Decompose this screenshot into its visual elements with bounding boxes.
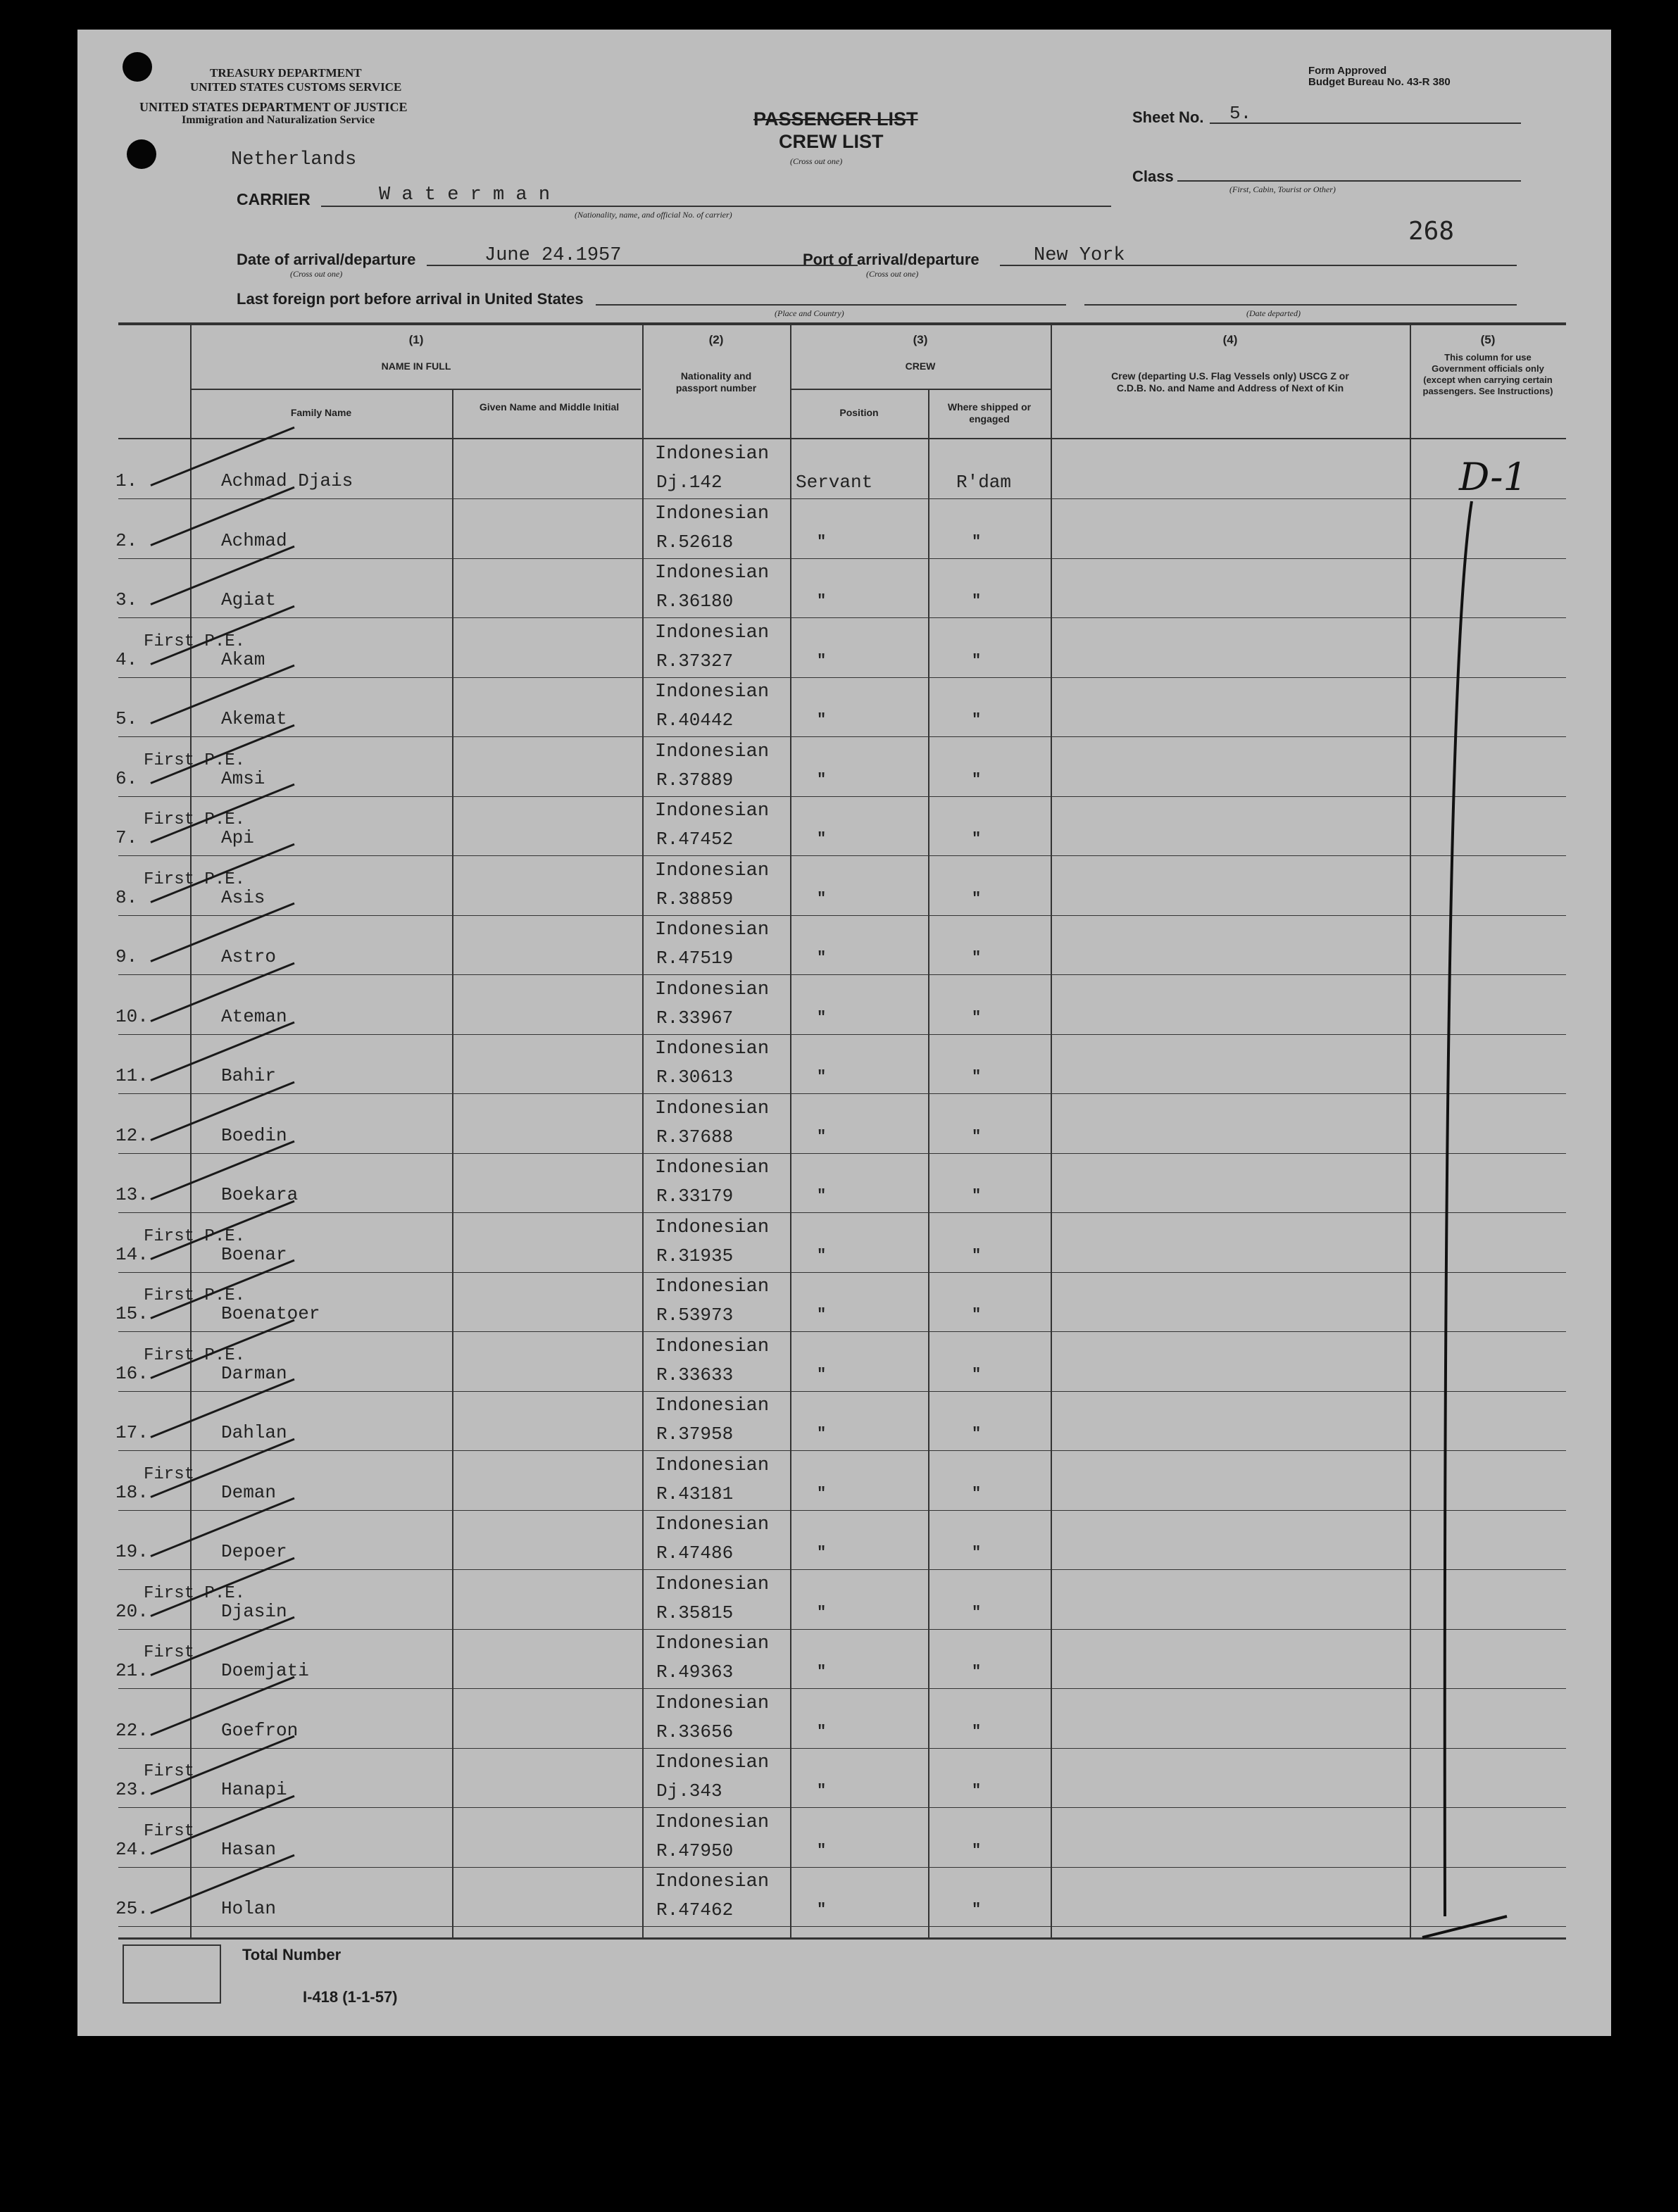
row-number: 3. [115,589,138,610]
position-ditto: " [817,1187,827,1205]
position-ditto: " [817,1603,827,1621]
table-row [77,1153,1611,1212]
col3-where-shipped: Where shipped or engaged [947,401,1032,425]
position-ditto: " [817,711,827,729]
col4-title: Crew (departing U.S. Flag Vessels only) USCG Z or C.D.B. No. and Name and Address of Next of Kin [1111,370,1349,394]
passport-number: R.36180 [656,591,734,612]
row-prefix: First P.E. [144,810,246,829]
family-name: Akam [221,648,265,670]
nationality: Indonesian [655,1633,770,1654]
date-departed-note: (Date departed) [1246,308,1301,318]
row-number: 12. [115,1124,149,1146]
where-ditto: " [972,1365,982,1383]
nationality: Indonesian [655,1454,770,1476]
family-name: Goefron [221,1719,299,1741]
table-row [77,618,1611,677]
where-ditto: " [972,1246,982,1264]
col2-number: (2) [708,333,724,346]
where-ditto: " [972,1484,982,1502]
nationality: Indonesian [655,1336,770,1357]
position-ditto: " [817,830,827,848]
where-shipped: R'dam [956,472,1012,493]
nationality: Indonesian [655,860,770,881]
position-ditto: " [817,949,827,967]
row-prefix: First P.E. [144,750,246,770]
row-number: 16. [115,1362,149,1384]
budget-number: Budget Bureau No. 43-R 380 [1308,76,1451,88]
nationality: Indonesian [655,622,770,643]
position-ditto: " [817,1901,827,1918]
row-prefix: First P.E. [144,631,246,651]
nationality: Indonesian [655,1038,770,1060]
port-value: New York [1034,245,1125,266]
nationality: Indonesian [655,800,770,822]
passport-number: R.43181 [656,1483,734,1504]
carrier-note: (Nationality, name, and official No. of carrier) [575,210,732,220]
position-ditto: " [817,1663,827,1680]
nationality: Indonesian [655,979,770,1000]
class-note: (First, Cabin, Tourist or Other) [1229,184,1336,194]
passport-number: R.47486 [656,1542,734,1564]
where-ditto: " [972,889,982,907]
row-prefix: First [144,1762,195,1781]
family-name: Djasin [221,1600,287,1622]
family-name: Boenar [221,1243,287,1265]
table-row [77,1570,1611,1629]
position-ditto: " [817,1425,827,1443]
table-row [77,1451,1611,1510]
row-number: 5. [115,708,138,729]
passport-number: R.35815 [656,1602,734,1623]
last-port-label: Last foreign port before arrival in United States [237,290,584,308]
family-name: Achmad Djais [221,470,353,491]
where-ditto: " [972,770,982,788]
table-row [77,796,1611,855]
family-name: Astro [221,946,277,967]
nationality: Indonesian [655,1276,770,1297]
row-number: 14. [115,1243,149,1265]
nationality: Indonesian [655,681,770,703]
row-number: 17. [115,1422,149,1443]
row-prefix: First [144,1643,195,1662]
family-name: Bahir [221,1065,277,1086]
position-ditto: " [817,889,827,907]
nationality: Indonesian [655,1157,770,1179]
position-ditto: " [817,592,827,610]
table-row [77,558,1611,617]
title-crew-list: CREW LIST [779,131,884,152]
passport-number: Dj.142 [656,472,722,493]
position-ditto: " [817,1306,827,1324]
row-prefix: First P.E. [144,869,246,889]
nationality: Indonesian [655,1217,770,1238]
nationality: Indonesian [655,741,770,762]
annotation-d1: D-1 [1459,455,1527,499]
row-number: 24. [115,1838,149,1860]
dept-ins: Immigration and Naturalization Service [182,114,375,126]
position-ditto: " [817,1841,827,1859]
where-ditto: " [972,949,982,967]
col1-family-name: Family Name [290,407,352,418]
col2-title: Nationality and passport number [675,370,757,394]
passport-number: R.47452 [656,829,734,850]
row-prefix: First P.E. [144,1583,246,1603]
nationality: Indonesian [655,1514,770,1535]
table-row [77,1510,1611,1569]
position-ditto: " [817,651,827,670]
punch-hole-bottom [127,139,156,169]
nationality-typed: Netherlands [231,149,357,170]
carrier-value: W a t e r m a n [379,184,551,206]
passport-number: R.33656 [656,1721,734,1742]
nationality: Indonesian [655,1692,770,1714]
family-name: Boedin [221,1124,287,1146]
family-name: Amsi [221,767,265,789]
table-row [77,677,1611,736]
table-row [77,1213,1611,1272]
position-ditto: " [817,1544,827,1561]
nationality: Indonesian [655,503,770,524]
place-note: (Place and Country) [775,308,844,318]
nationality: Indonesian [655,444,770,465]
position-ditto: " [817,1782,827,1799]
family-name: Asis [221,886,265,908]
pen-bracket [1401,494,1556,1959]
port-label: Port of arrival/departure [803,251,979,268]
row-number: 4. [115,648,138,670]
port-note: (Cross out one) [866,269,919,279]
row-number: 22. [115,1719,149,1741]
row-number: 25. [115,1898,149,1919]
where-ditto: " [972,1306,982,1324]
position-ditto: " [817,770,827,788]
class-label: Class [1132,168,1174,185]
passport-number: R.52618 [656,531,734,553]
row-number: 11. [115,1065,149,1086]
row-number: 9. [115,946,138,967]
where-ditto: " [972,830,982,848]
where-ditto: " [972,1008,982,1026]
row-number: 21. [115,1660,149,1681]
row-number: 13. [115,1184,149,1205]
table-row [77,737,1611,796]
position-ditto: " [817,1008,827,1026]
where-ditto: " [972,592,982,610]
table-row [77,1748,1611,1807]
nationality: Indonesian [655,1395,770,1416]
row-number: 18. [115,1481,149,1503]
passport-number: R.40442 [656,710,734,731]
date-label: Date of arrival/departure [237,251,416,268]
table-row [77,975,1611,1034]
col1-number: (1) [408,333,424,346]
nationality: Indonesian [655,1871,770,1892]
where-ditto: " [972,1187,982,1205]
row-number: 7. [115,827,138,848]
col5-title: This column for use Government officials only (except when carrying certain passengers. See Instructions) [1422,352,1553,396]
col5-number: (5) [1480,333,1496,346]
family-name: Dahlan [221,1422,287,1443]
table-row [77,1808,1611,1867]
position-ditto: " [817,1722,827,1740]
date-value: June 24.1957 [484,245,622,266]
passport-number: R.30613 [656,1067,734,1088]
where-ditto: " [972,1544,982,1561]
row-number: 20. [115,1600,149,1622]
sheet-label: Sheet No. [1132,108,1204,126]
dept-justice: UNITED STATES DEPARTMENT OF JUSTICE [139,100,408,114]
position-ditto: " [817,532,827,551]
table-row [77,1034,1611,1093]
position-ditto: " [817,1068,827,1086]
where-ditto: " [972,711,982,729]
passport-number: R.37327 [656,650,734,672]
form-number: I-418 (1-1-57) [303,1988,398,2006]
family-name: Agiat [221,589,277,610]
nationality: Indonesian [655,1752,770,1773]
family-name: Boekara [221,1184,299,1205]
passport-number: R.33967 [656,1007,734,1029]
row-number: 19. [115,1541,149,1562]
where-ditto: " [972,1901,982,1918]
family-name: Doemjati [221,1660,309,1681]
where-ditto: " [972,532,982,551]
row-prefix: First [144,1464,195,1484]
col4-number: (4) [1222,333,1238,346]
table-row [77,1332,1611,1391]
passport-number: R.47519 [656,948,734,969]
row-number: 8. [115,886,138,908]
row-prefix: First P.E. [144,1226,246,1246]
table-row [77,1391,1611,1450]
punch-hole-top [123,52,152,82]
row-number: 2. [115,529,138,551]
nationality: Indonesian [655,1811,770,1833]
family-name: Akemat [221,708,287,729]
position-ditto: " [817,1246,827,1264]
passport-number: R.33633 [656,1364,734,1385]
passport-number: R.53973 [656,1305,734,1326]
position-ditto: " [817,1484,827,1502]
nationality: Indonesian [655,1098,770,1119]
where-ditto: " [972,1841,982,1859]
where-ditto: " [972,1068,982,1086]
family-name: Deman [221,1481,277,1503]
position-ditto: " [817,1365,827,1383]
family-name: Darman [221,1362,287,1384]
nationality: Indonesian [655,919,770,941]
family-name: Api [221,827,254,848]
position-ditto: " [817,1127,827,1145]
family-name: Hanapi [221,1779,287,1800]
table-row [77,915,1611,974]
col3-number: (3) [913,333,928,346]
family-name: Depoer [221,1541,287,1562]
col1-title: NAME IN FULL [381,360,451,372]
table-row [77,499,1611,558]
nationality: Indonesian [655,1573,770,1595]
table-row [77,1272,1611,1331]
where-ditto: " [972,1127,982,1145]
where-ditto: " [972,1782,982,1799]
passport-number: R.49363 [656,1661,734,1683]
table-row [77,439,1611,498]
form-approved: Form Approved [1308,65,1387,77]
passport-number: R.31935 [656,1245,734,1267]
passport-number: R.37889 [656,769,734,791]
sheet-value: 5. [1229,103,1252,124]
row-prefix: First P.E. [144,1286,246,1305]
document-sheet [77,30,1611,2036]
table-row [77,1689,1611,1748]
col3-position: Position [839,407,879,418]
row-number: 10. [115,1005,149,1027]
passport-number: R.38859 [656,888,734,910]
total-number-box [123,1944,221,2004]
where-ditto: " [972,651,982,670]
stamp-number: 268 [1408,217,1455,246]
passport-number: R.37958 [656,1424,734,1445]
row-prefix: First P.E. [144,1345,246,1365]
passport-number: R.47462 [656,1899,734,1921]
date-note: (Cross out one) [290,269,343,279]
carrier-label: CARRIER [237,190,311,208]
family-name: Holan [221,1898,277,1919]
passport-number: Dj.343 [656,1780,722,1802]
dept-customs: UNITED STATES CUSTOMS SERVICE [190,80,402,94]
nationality: Indonesian [655,563,770,584]
row-number: 23. [115,1779,149,1800]
family-name: Boenatoer [221,1303,320,1324]
row-number: 15. [115,1303,149,1324]
family-name: Ateman [221,1005,287,1027]
title-note: (Cross out one) [790,156,843,166]
passport-number: R.37688 [656,1126,734,1148]
row-number: 1. [115,470,138,491]
family-name: Hasan [221,1838,277,1860]
position: Servant [796,472,873,493]
col3-title: CREW [905,360,936,372]
total-number-label: Total Number [242,1946,342,1963]
where-ditto: " [972,1663,982,1680]
table-row [77,1629,1611,1688]
where-ditto: " [972,1603,982,1621]
col1-given-name: Given Name and Middle Initial [479,401,620,413]
table-row [77,856,1611,915]
dept-treasury: TREASURY DEPARTMENT [210,66,362,80]
where-ditto: " [972,1425,982,1443]
title-passenger-list: PASSENGER LIST [753,108,918,130]
table-row [77,1094,1611,1153]
row-prefix: First [144,1821,195,1841]
passport-number: R.47950 [656,1840,734,1861]
table-row [77,1867,1611,1926]
passport-number: R.33179 [656,1186,734,1207]
where-ditto: " [972,1722,982,1740]
family-name: Achmad [221,529,287,551]
row-number: 6. [115,767,138,789]
